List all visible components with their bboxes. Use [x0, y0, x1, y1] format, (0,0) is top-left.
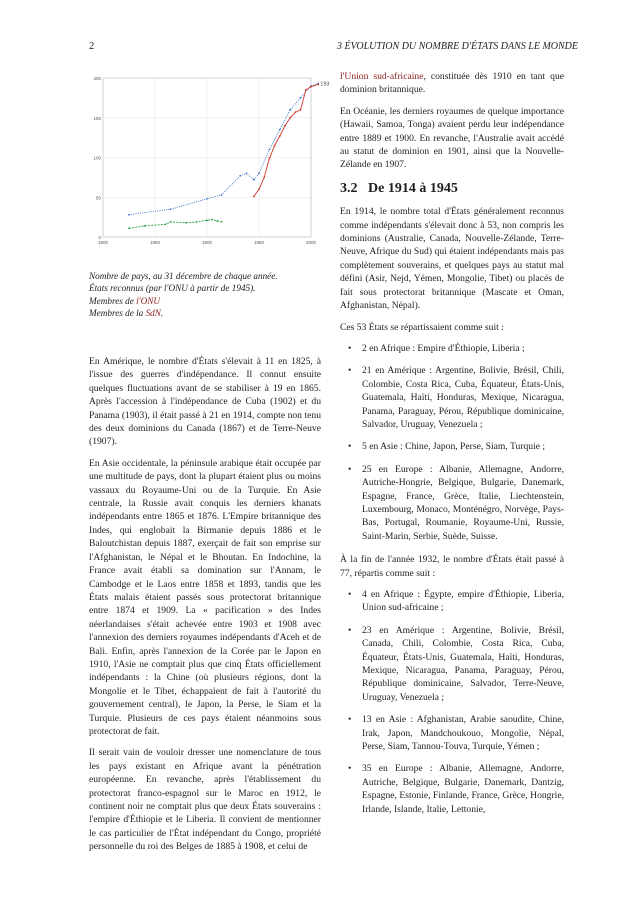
paragraph-oceania: En Océanie, les derniers royaumes de quelque importance (Hawaii, Samoa, Tonga) avaient perdu leur indépendance entre 1889 et 1900. En revanche, l'Australie avait accédé au statut de dominion en 1901, ainsi que la Nouvelle-Zélande en 1907. — [340, 105, 564, 171]
states-count-chart — [89, 70, 330, 255]
bullet-icon: • — [348, 463, 352, 475]
right-column — [340, 70, 564, 826]
bullet-icon: • — [348, 763, 352, 775]
bullet-icon: • — [348, 441, 352, 453]
series-blue-point — [128, 214, 130, 216]
bullet-icon: • — [348, 342, 352, 354]
series-green-point — [211, 219, 213, 221]
y-tick-label: 50 — [95, 195, 101, 201]
sdn-link[interactable]: SdN — [145, 308, 161, 319]
series-red-point — [279, 135, 281, 137]
paragraph-americas: En Amérique, le nombre d'États s'élevait à 11 en 1825, à l'issue des guerres d'indépendance. Il connut ensuite quelques fluctuations avant de se stabiliser à 19 en 1865. Après l'accession à l'indépendance de Cuba (1902) et du Panama (1903), il était passé à 21 en 1914, compte non tenu des deux dominions du Canada (1867) et de Terre-Neuve (1907). — [89, 356, 321, 448]
paragraph-africa: Il serait vain de vouloir dresser une nomenclature de tous les pays existant en Afrique avant la pénétration européenne. En revanche, après l'établissement du protectorat franco-espagnol sur le Maroc en 1912, le continent noir ne comptait plus que deux États souverains : l'empire d'Éthiopie et le Liberia. Il convient de mentionner le cas particulier de l'État indépendant du Congo, propriété personnelle du roi des Belges de 1885 à 1908, et celui de — [89, 747, 321, 853]
series-green-point — [206, 219, 208, 221]
series-red-point — [258, 188, 260, 190]
series-blue-point — [289, 109, 291, 111]
x-tick-label: 1800 — [97, 240, 109, 245]
series-red-point — [274, 145, 276, 147]
figure-caption — [89, 270, 321, 320]
paragraph-1914-intro: Ces 53 États se répartissaient comme suit : — [340, 321, 504, 333]
series-red-point — [300, 109, 302, 111]
list-item: • 25 en Europe : Albanie, Allemagne, Andorre, Autriche-Hongrie, Belgique, Bulgarie, Danemark, Espagne, France, Grèce, Italie, Liechtenstein, Luxembourg, Monaco, Monténégro, Norvège, Pays-Bas, Portugal, Roumanie, Royaume-Uni, Russie, Saint-Marin, Serbie, Suède, Suisse. — [348, 463, 564, 542]
section-title: De 1914 à 1945 — [368, 180, 458, 196]
x-tick-label: 2000 — [305, 240, 317, 245]
series-green-point — [170, 221, 172, 223]
y-tick-label: 0 — [98, 235, 101, 240]
y-tick-label: 100 — [93, 155, 101, 161]
list-1932 — [340, 588, 564, 816]
series-red-point — [305, 89, 307, 91]
series-green-point — [196, 221, 198, 223]
bullet-icon: • — [348, 365, 352, 377]
series-blue-point — [206, 198, 208, 200]
series-red-point — [317, 83, 319, 85]
running-head: 3 ÉVOLUTION DU NOMBRE D'ÉTATS DANS LE MONDE — [336, 41, 578, 52]
series-red-point — [310, 86, 312, 88]
chart-gridlines — [103, 78, 311, 237]
list-item: • 5 en Asie : Chine, Japon, Perse, Siam, Turquie ; — [348, 441, 546, 453]
list-1914 — [340, 342, 564, 543]
series-red-point — [253, 196, 255, 198]
series-green-point — [144, 225, 146, 227]
paragraph-union-sud-africaine: l'Union sud-africaine, constituée dès 1910 en tant que dominion britannique. — [340, 71, 564, 96]
onu-link[interactable]: l'ONU — [136, 295, 161, 306]
series-blue-point — [258, 173, 260, 175]
series-blue-point — [221, 194, 223, 196]
list-item: • 35 en Europe : Albanie, Allemagne, Andorre, Autriche, Belgique, Bulgarie, Danemark, Dantzig, Espagne, Estonie, Finlande, France, Grèce, Hongrie, Irlande, Islande, Italie, Lettonie, — [348, 763, 564, 815]
x-tick-label: 1850 — [149, 240, 161, 245]
section-number: 3.2 — [340, 180, 358, 196]
series-red-point — [284, 125, 286, 127]
chart-x-ticks — [98, 240, 317, 245]
y-tick-label: 150 — [93, 115, 101, 121]
list-item: • 21 en Amérique : Argentine, Bolivie, Brésil, Chili, Colombie, Costa Rica, Cuba, Équateur, États-Unis, Guatemala, Haïti, Honduras, Mexique, Nicaragua, Panama, Paraguay, Pérou, République dominicaine, Salvador, Uruguay, Venezuela ; — [348, 365, 564, 430]
series-blue-line — [129, 84, 318, 215]
series-green-point — [185, 222, 187, 224]
bullet-icon: • — [348, 624, 352, 636]
paragraph-asia: En Asie occidentale, la péninsule arabique était occupée par une multitude de pays, dont la plupart étaient plus ou moins vassaux du Royaume-Uni ou de la Turquie. En Asie centrale, la Russie avait conquis les derniers khanats indépendants entre 1865 et 1876. L'Empire britannique des Indes, qui englobait la Birmanie depuis 1886 et le Baloutchistan depuis 1887, exerçait de fait son emprise sur l'Afghanistan, le Népal et le Bhoutan. En Indochine, la France avait établi sa domination sur l'Annam, le Cambodge et le Laos entre 1858 et 1893, tandis que les États malais étaient passés sous protectorat britannique entre 1874 et 1909. La « pacification » des Indes néerlandaises s'était achevée entre 1903 et 1908 avec l'annexion des derniers royaumes indépendants d'Aceh et de Bali. Enfin, après l'annexion de la Corée par le Japon en 1910, l'Asie ne comptait plus que cinq États officiellement indépendants : la Chine (où plusieurs régions, dont la Mongolie et le Tibet, échappaient de fait à l'autorité du gouvernement central), le Japon, la Perse, le Siam et la Turquie. Plusieurs de ces pays étaient néanmoins sous protectorat de fait. — [89, 457, 321, 737]
x-tick-label: 1950 — [253, 240, 265, 245]
series-blue-point — [246, 173, 248, 175]
caption-line-3: Membres de l'ONU — [89, 295, 161, 306]
series-blue-point — [300, 97, 302, 99]
series-blue-point — [253, 179, 255, 181]
series-red-point — [289, 117, 291, 119]
chart-series — [128, 83, 319, 229]
series-blue-point — [170, 208, 172, 210]
bullet-icon: • — [348, 714, 352, 726]
series-red-point — [269, 157, 271, 159]
series-green-point — [217, 220, 219, 222]
page-number: 2 — [89, 41, 95, 52]
list-item: • 13 en Asie : Afghanistan, Arabie saoudite, Chine, Irak, Japon, Mandchoukouo, Mongolie, Népal, Perse, Siam, Tannou-Touva, Turquie, Yémen ; — [348, 714, 564, 753]
caption-line-1: Nombre de pays, au 31 décembre de chaque année. — [89, 271, 278, 281]
series-green-point — [165, 223, 167, 225]
section-heading — [340, 182, 564, 195]
series-red-point — [295, 111, 297, 113]
chart-y-ticks — [93, 76, 101, 240]
paragraph-1932-intro: À la fin de l'année 1932, le nombre d'États était passé à 77, répartis comme suit : — [340, 554, 564, 579]
list-item: • 4 en Afrique : Égypte, empire d'Éthiopie, Liberia, Union sud-africaine ; — [348, 589, 564, 614]
caption-line-2: États reconnus (par l'ONU à partir de 1945). — [89, 283, 256, 294]
y-tick-label: 200 — [93, 76, 101, 81]
caption-line-4: Membres de la SdN. — [89, 308, 164, 319]
union-sud-africaine-link[interactable]: l'Union sud-africaine — [340, 71, 424, 82]
series-blue-point — [279, 129, 281, 131]
bullet-icon: • — [348, 589, 352, 600]
series-green-point — [128, 227, 130, 229]
paragraph-1914-total: En 1914, le nombre total d'États généralement reconnus comme indépendants s'élevait donc à 53, non compris les dominions (Australie, Canada, Nouvelle-Zélande, Terre-Neuve, Afrique du Sud) qui étaient indépendants mais pas complètement souverains, et quelques pays au statut mal défini (Asir, Nejd, Yémen, Mongolie, Tibet) ou placés de fait sous protectorat britannique (Mascate et Oman, Afghanistan, Népal). — [340, 206, 564, 312]
x-tick-label: 1900 — [201, 240, 213, 245]
series-blue-point — [269, 149, 271, 151]
chart-end-label: 193 — [320, 81, 330, 88]
left-column — [89, 355, 321, 862]
series-blue-point — [239, 175, 241, 177]
list-item: • 23 en Amérique : Argentine, Bolivie, Brésil, Canada, Chili, Colombie, Costa Rica, Cuba, Équateur, États-Unis, Guatemala, Haïti, Honduras, Mexique, Nicaragua, Panama, Paraguay, Pérou, République dominicaine, Salvador, Terre-Neuve, Uruguay, Venezuela ; — [348, 624, 564, 703]
series-red-point — [263, 176, 265, 178]
series-red-line — [254, 84, 318, 196]
list-item: • 2 en Afrique : Empire d'Éthiopie, Liberia ; — [348, 342, 525, 354]
series-green-point — [221, 221, 223, 223]
